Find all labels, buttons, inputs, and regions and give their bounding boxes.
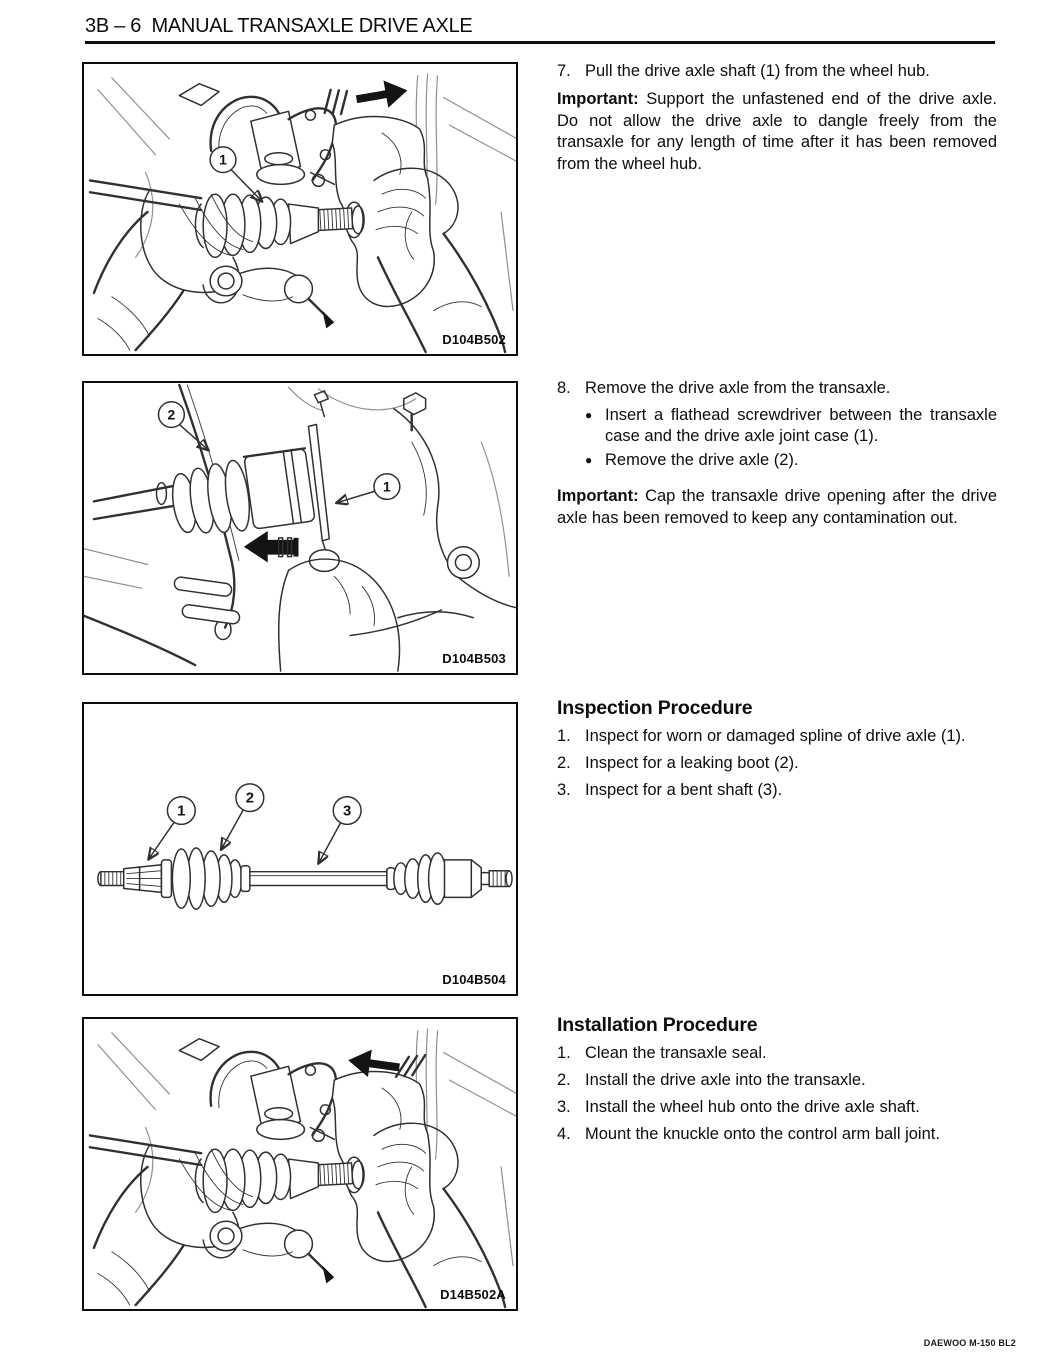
figure-d14b502a: [82, 1017, 518, 1311]
step-number: 7.: [557, 62, 571, 80]
installation-section: [557, 1015, 997, 1151]
callout-1: [338, 474, 400, 503]
figure-d104b503-illustration: [84, 383, 516, 673]
item-text: Inspect for a bent shaft (3).: [585, 780, 783, 799]
installation-heading: Installation Procedure: [557, 1014, 758, 1036]
list-item: [557, 1070, 997, 1092]
bullet-text: Remove the drive axle (2).: [605, 450, 799, 469]
remove-direction-arrow: [244, 531, 299, 563]
inspection-heading: Inspection Procedure: [557, 697, 753, 719]
list-item: [557, 1124, 997, 1146]
figure-code-label: D104B503: [442, 651, 506, 666]
important-label: Important:: [557, 90, 639, 108]
hands-art: [94, 1123, 505, 1307]
figure-d104b502-illustration: [84, 64, 516, 354]
callout-1: [210, 147, 261, 200]
bullet-icon: ●: [585, 407, 593, 422]
page-title: 3B – 6 MANUAL TRANSAXLE DRIVE AXLE: [85, 15, 473, 37]
list-item: [557, 780, 997, 802]
callout-1: [150, 797, 196, 858]
item-number: 2.: [557, 753, 571, 772]
item-number: 4.: [557, 1124, 571, 1143]
callout-2: [158, 402, 207, 449]
list-item: [557, 726, 997, 748]
important-label: Important:: [557, 487, 639, 505]
installation-list: [557, 1043, 997, 1146]
bullet-item: [585, 450, 997, 472]
list-item: [557, 1043, 997, 1065]
drive-axle-art: [98, 848, 512, 909]
joint-and-boot-art: [168, 424, 473, 671]
inspection-list: [557, 726, 997, 802]
step-number: 8.: [557, 379, 571, 397]
footer-document-code: DAEWOO M-150 BL2: [923, 1338, 1016, 1348]
item-text: Inspect for a leaking boot (2).: [585, 753, 799, 772]
pull-direction-arrow: [321, 77, 410, 119]
callout-2: [222, 784, 264, 848]
item-number: 3.: [557, 780, 571, 799]
item-number: 1.: [557, 726, 571, 745]
list-item: [557, 753, 997, 775]
figure-d104b504: [82, 702, 518, 996]
item-text: Clean the transaxle seal.: [585, 1043, 767, 1062]
svg-text:1: 1: [177, 803, 186, 820]
bullet-item: [585, 405, 997, 448]
step-text: Pull the drive axle shaft (1) from the wheel hub.: [585, 62, 930, 80]
important-note-cap: [557, 486, 997, 529]
item-text: Install the drive axle into the transaxle.: [585, 1070, 866, 1089]
item-number: 2.: [557, 1070, 571, 1089]
item-number: 3.: [557, 1097, 571, 1116]
important-text: Support the unfastened end of the drive axle. Do not allow the drive axle to dangle freely from the transaxle for any length of time after it has been removed from the wheel hub.: [557, 90, 997, 173]
step-8-bullets: [557, 405, 997, 472]
item-number: 1.: [557, 1043, 571, 1062]
background-art: [84, 385, 516, 665]
figure-code-label: D104B504: [442, 972, 506, 987]
figure-code-label: D104B502: [442, 332, 506, 347]
svg-text:1: 1: [219, 151, 227, 168]
figure-d104b503: [82, 381, 518, 675]
item-text: Mount the knuckle onto the control arm ball joint.: [585, 1124, 940, 1143]
hands-art: [94, 168, 505, 352]
item-text: Install the wheel hub onto the drive axle shaft.: [585, 1097, 920, 1116]
header-rule: [85, 41, 995, 44]
figure-code-label: D14B502A: [440, 1287, 506, 1302]
step-7: [557, 61, 997, 83]
svg-text:3: 3: [343, 803, 352, 820]
bullet-icon: ●: [585, 452, 593, 467]
figure-d104b504-illustration: [84, 704, 516, 994]
item-text: Inspect for worn or damaged spline of drive axle (1).: [585, 726, 966, 745]
important-text: Cap the transaxle drive opening after the drive axle has been removed to keep any contamination out.: [557, 487, 997, 527]
inspection-section: [557, 698, 997, 807]
bullet-text: Insert a flathead screwdriver between the transaxle case and the drive axle joint case (1).: [605, 405, 997, 445]
svg-text:2: 2: [167, 406, 176, 423]
callout-3: [319, 797, 361, 862]
svg-text:2: 2: [245, 790, 254, 807]
list-item: [557, 1097, 997, 1119]
step-text: Remove the drive axle from the transaxle.: [585, 379, 891, 397]
figure-d14b502a-illustration: [84, 1019, 516, 1309]
important-note-support: [557, 89, 997, 175]
svg-text:1: 1: [383, 478, 391, 495]
step-8-block: [557, 378, 997, 471]
step-8: [557, 378, 997, 400]
figure-d104b502: [82, 62, 518, 356]
